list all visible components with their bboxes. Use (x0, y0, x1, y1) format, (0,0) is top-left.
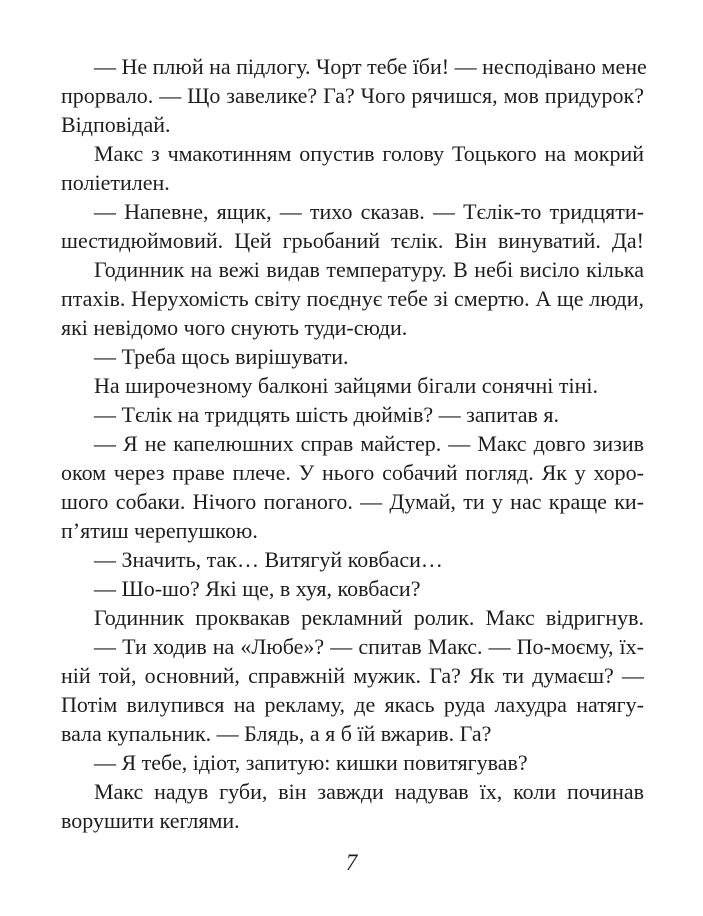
text-line: ворушити кеглями. (61, 808, 240, 833)
text-line: п’ятиш черепушкою. (61, 518, 258, 543)
text-line: — Тєлік на тридцять шість дюймів? — запитав я. (94, 402, 560, 427)
text-line: птахів. Нерухомість світу поєднує тебе зі смертю. А ще люди, (61, 286, 644, 311)
text-line: На широчезному балконі зайцями бігали сонячні тіні. (94, 373, 599, 398)
text-line: поліетилен. (61, 170, 170, 195)
text-line: — Напевне, ящик, — тихо сказав. — Тєлік-то тридцяти- (94, 199, 644, 224)
text-line: — Не плюй на підлогу. Чорт тебе їби! — несподівано мене (94, 54, 647, 79)
text-line: вала купальник. — Блядь, а я б їй вжарив. Га? (61, 721, 492, 746)
text-line: — Ти ходив на «Любе»? — спитав Макс. — По-моєму, їх- (94, 634, 644, 659)
text-line: Потім вилупився на рекламу, де якась руда лахудра натягу- (61, 692, 644, 717)
text-line: шого собаки. Нічого поганого. — Думай, ти у нас краще ки- (61, 489, 644, 514)
page-number: 7 (345, 850, 358, 875)
text-line: Макс з чмакотинням опустив голову Тоцького на мокрий (94, 141, 644, 166)
text-line: шестидюймовий. Цей грьобаний тєлік. Він винуватий. Да! (61, 228, 644, 253)
text-line: — Я тебе, ідіот, запитую: кишки повитягував? (94, 750, 528, 775)
text-line: — Шо-шо? Які ще, в хуя, ковбаси? (94, 576, 421, 601)
text-line: Годинник проквакав рекламний ролик. Макс відригнув. (94, 605, 644, 630)
text-line: прорвало. — Що завелике? Га? Чого рячишся, мов придурок? (61, 83, 644, 108)
text-line: оком через праве плече. У нього собачий погляд. Як у хоро- (61, 460, 644, 485)
text-line: ній той, основний, справжній мужик. Га? Як ти думаєш? — (61, 663, 644, 688)
text-line: Годинник на вежі видав температуру. В небі висіло кілька (94, 257, 644, 282)
text-line: які невідомо чого снують туди-сюди. (61, 315, 408, 340)
text-line: — Треба щось вирішувати. (94, 344, 349, 369)
text-line: Макс надув губи, він завжди надував їх, коли починав (94, 779, 644, 804)
page-body (61, 52, 647, 835)
text-line: — Я не капелюшних справ майстер. — Макс довго зизив (94, 431, 644, 456)
text-line: Відповідай. (61, 112, 171, 137)
text-line: — Значить, так… Витягуй ковбаси… (94, 547, 443, 572)
